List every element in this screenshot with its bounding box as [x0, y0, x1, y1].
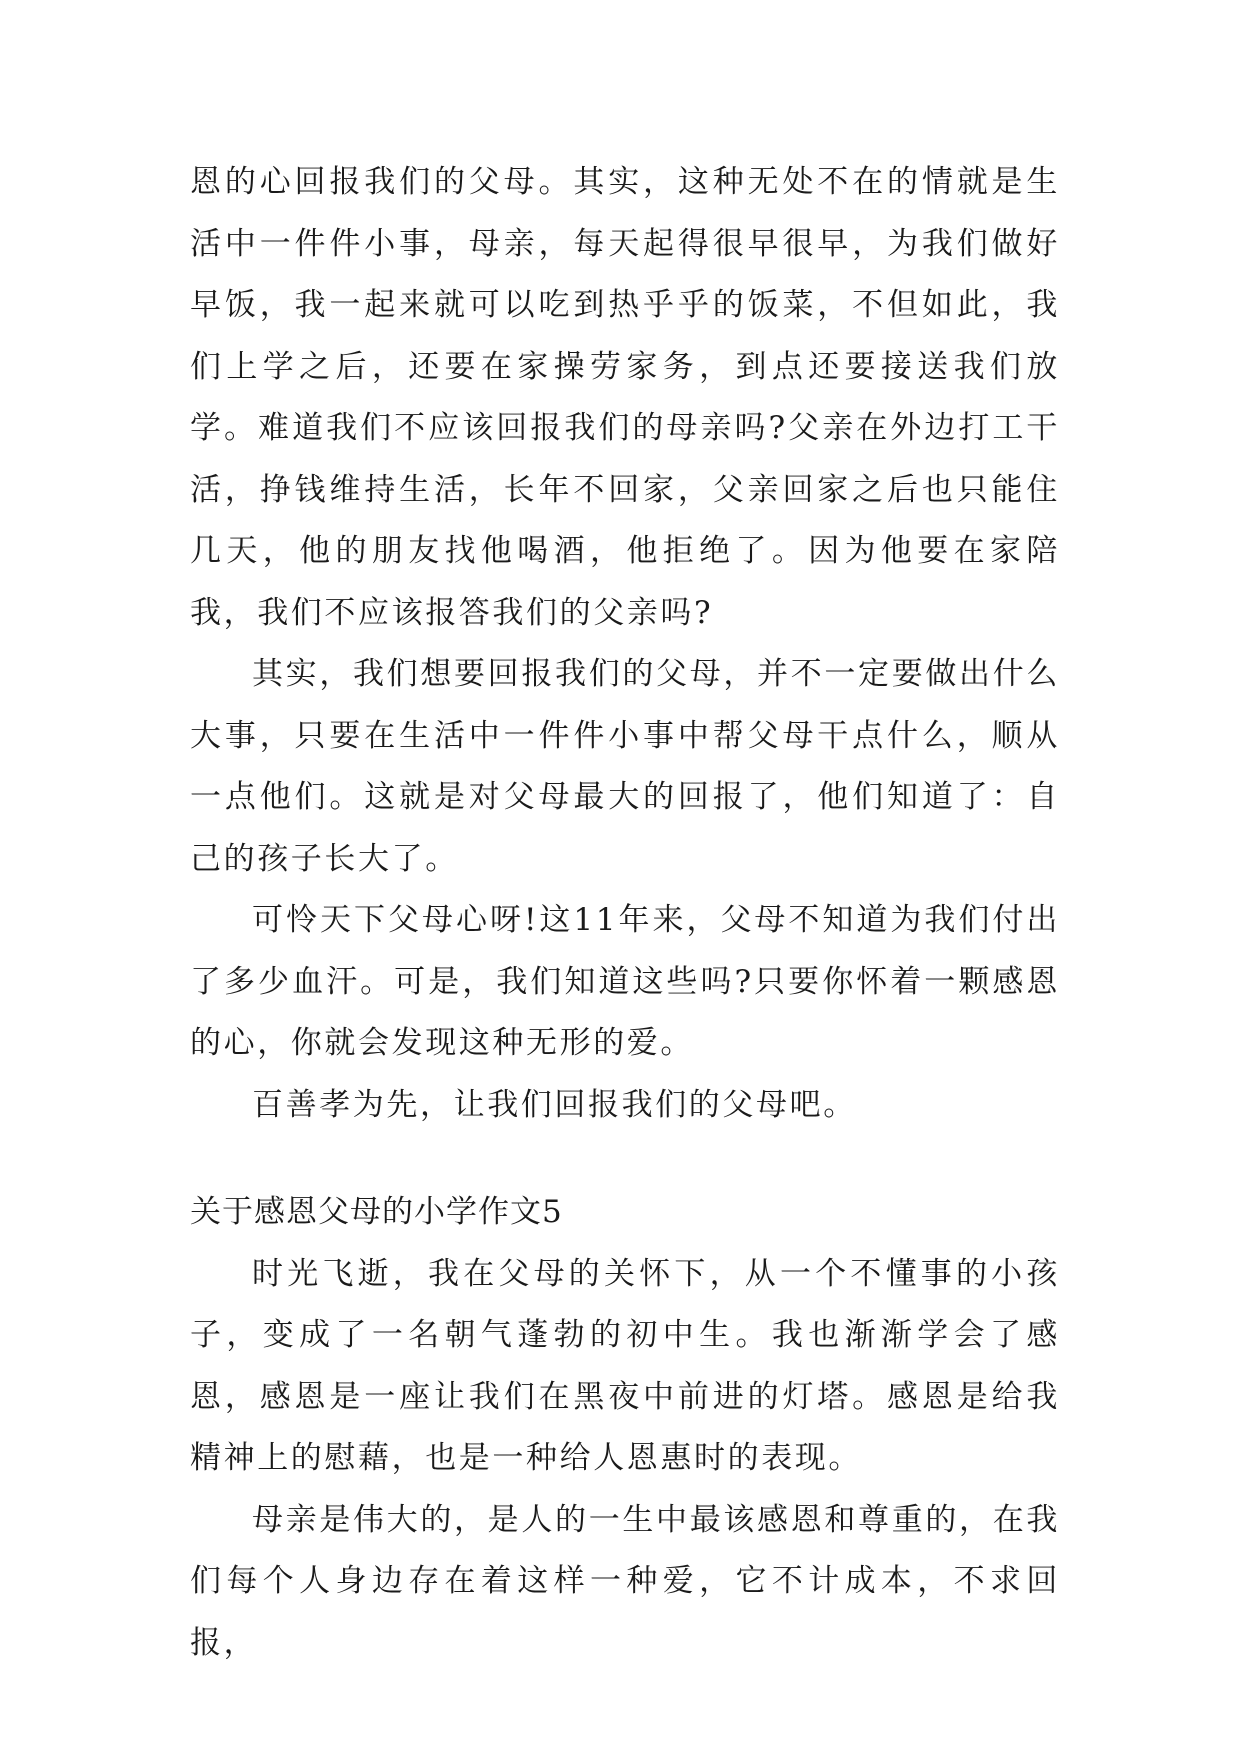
paragraph-4: 百善孝为先，让我们回报我们的父母吧。 [252, 1086, 857, 1123]
paragraph-1: 恩的心回报我们的父母。其实，这种无处不在的情就是生活中一件件小事，母亲，每天起得很早很早，为我们做好早饭，我一起来就可以吃到热乎乎的饭菜，不但如此，我们上学之后，还要在家操劳家务，到点还要接送我们放学。难道我们不应该回报我们的母亲吗?父亲在外边打工干活，挣钱维持生活，长年不回家，父亲回家之后也只能住几天，他的朋友找他喝酒，他拒绝了。因为他要在家陪我，我们不应该报答我们的父亲吗? [190, 164, 1060, 631]
section-title: 关于感恩父母的小学作文5 [190, 1194, 563, 1230]
paragraph-2: 其实，我们想要回报我们的父母，并不一定要做出什么大事，只要在生活中一件件小事中帮父母干点什么，顺从一点他们。这就是对父母最大的回报了，他们知道了：自己的孩子长大了。 [190, 656, 1060, 877]
paragraph-3: 可怜天下父母心呀!这11年来，父母不知道为我们付出了多少血汗。可是，我们知道这些吗?只要你怀着一颗感恩的心，你就会发现这种无形的爱。 [190, 902, 1060, 1061]
paragraph-6: 母亲是伟大的，是人的一生中最该感恩和尊重的，在我们每个人身边存在着这样一种爱，它不计成本，不求回报， [190, 1501, 1060, 1661]
document-body [190, 152, 1060, 1674]
paragraph-5: 时光飞逝，我在父母的关怀下，从一个不懂事的小孩子，变成了一名朝气蓬勃的初中生。我也渐渐学会了感恩，感恩是一座让我们在黑夜中前进的灯塔。感恩是给我精神上的慰藉，也是一种给人恩惠时的表现。 [190, 1255, 1060, 1476]
